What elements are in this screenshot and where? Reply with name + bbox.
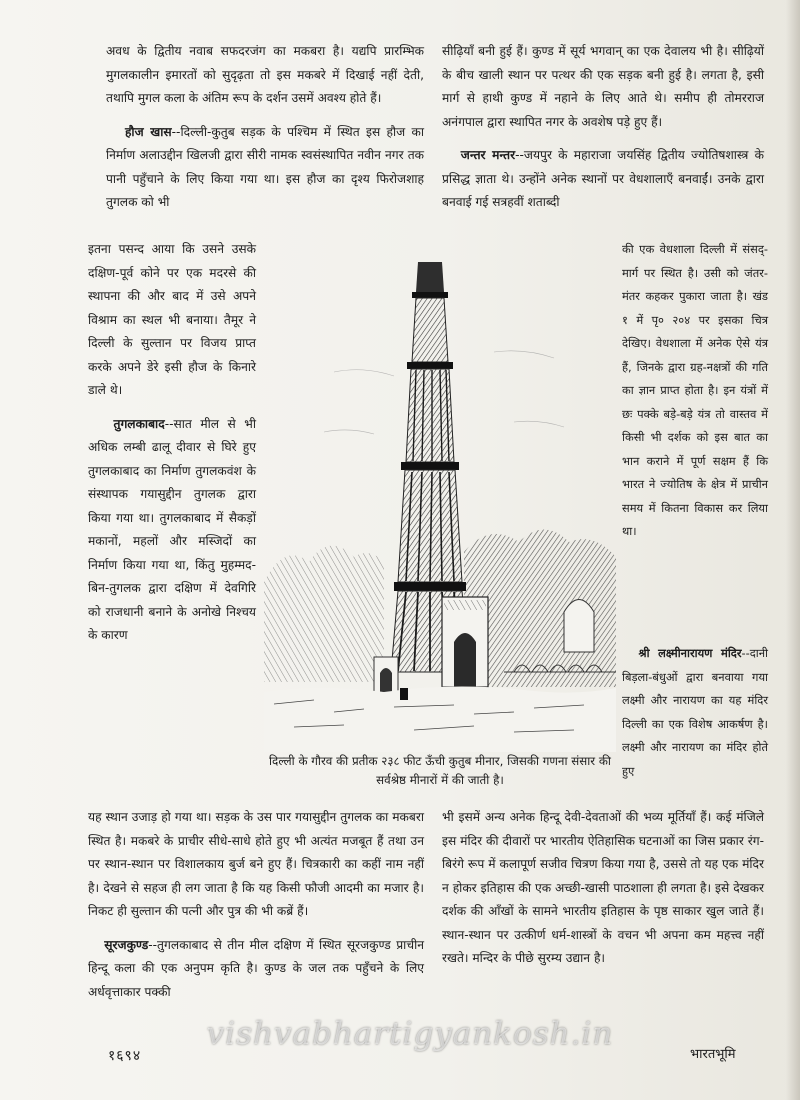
hauz-khas-paragraph: [106, 121, 424, 215]
left-column-narrow: [88, 238, 256, 648]
jantar-mantar-paragraph: [442, 144, 764, 215]
jantar-mantar-text: --जयपुर के महाराजा जयसिंह द्वितीय ज्योतिषशास्त्र के प्रसिद्ध ज्ञाता थे। उन्होंने अनेक स्थानों पर वेधशालाएँ बनवाईं। उनके द्वारा बनवाई गई सत्रहवीं शताब्दी: [442, 148, 765, 209]
small-figure: [400, 688, 408, 700]
right-column-top: [442, 40, 764, 215]
surajkund-continued: सीढ़ियाँ बनी हुई हैं। कुण्ड में सूर्य भगवान् का एक देवालय भी है। सीढ़ियों के बीच खाली स्थान पर पत्थर की एक सड़क बनी हुई है। लगता है, इसी मार्ग से हाथी कुण्ड में नहाने के लिए आते थे। समीप ही तोमरराज अनंगपाल द्वारा स्थापित नगर के अवशेष पड़े हुए हैं।: [442, 44, 764, 129]
hauz-khas-text: --दिल्ली-कुतुब सड़क के पश्चिम में स्थित इस हौज का निर्माण अलाउद्दीन खिलजी द्वारा सीरी नामक स्वसंस्थापित नवीन नगर तक पानी पहुँचाने के लिए किया गया था। इस हौज का दृश्य फिरोजशाह तुगलक को भी: [106, 124, 424, 209]
qutub-minar-illustration: [264, 252, 616, 752]
trees-left: [264, 546, 384, 682]
tughlakabad-heading: तुगलकाबाद: [113, 416, 165, 431]
watermark: vishvabhartigyankosh.in: [206, 1016, 614, 1052]
laxmi-narayan-paragraph: [622, 642, 768, 783]
page-number: १६९४: [108, 1048, 142, 1064]
right-column-narrow: [622, 238, 768, 544]
surajkund-heading: सूरजकुण्ड: [104, 937, 149, 952]
tughlakabad-paragraph: [88, 413, 256, 648]
laxmi-narayan-text: --दानी बिड़ला-बंधुओं द्वारा बनवाया गया लक्ष्मी और नारायण का यह मंदिर दिल्ली का एक विशेष आकर्षण है। लक्ष्मी और नारायण का मंदिर होते हुए: [622, 646, 768, 778]
laxmi-narayan-heading: श्री लक्ष्मीनारायण मंदिर: [638, 646, 742, 660]
tughlakabad-text: --सात मील से भी अधिक लम्बी ढालू दीवार से घिरे हुए तुगलकाबाद का निर्माण तुगलकवंश के संस्थापक गयासुद्दीन तुगलक द्वारा किया गया था। तुगलकाबाद में सैकड़ों मकानों, महलों और मस्जिदों का निर्माण किया गया था, किंतु मुहम्मद-बिन-तुगलक द्वारा दक्षिण में देवगिरि को राजधानी बनाने के अनोखे निश्चय के कारण: [88, 416, 256, 642]
left-column-bottom: [88, 806, 424, 1004]
page-edge-shadow: [786, 0, 800, 1100]
laxmi-narayan-continued: भी इसमें अन्य अनेक हिन्दू देवी-देवताओं की भव्य मूर्तियाँ हैं। कई मंजिले इस मंदिर की दीवारों पर भारतीय ऐतिहासिक घटनाओं का जिस प्रकार रंग-बिरंगे रूप में कलापूर्ण सजीव चित्रण किया गया है, उससे तो यह एक मंदिर न होकर इतिहास की एक अच्छी-खासी पाठशाला ही लगता है। इसे देखकर दर्शक की आँखों के सामने भारतीय इतिहास के पृष्ठ साकार खुल जाते हैं। स्थान-स्थान पर उत्कीर्ण धर्म-शास्त्रों के वचन भी अपना कम महत्त्व नहीं रखते। मन्दिर के पीछे सुरम्य उद्यान है।: [442, 810, 764, 965]
surajkund-text: --तुगलकाबाद से तीन मील दक्षिण में स्थित सूरजकुण्ड प्राचीन हिन्दू कला की एक अनुपम कृति है। कुण्ड के जल तक पहुँचने के लिए अर्धवृत्ताकार पक्की: [88, 937, 424, 999]
hauz-khas-continued: इतना पसन्द आया कि उसने उसके दक्षिण-पूर्व कोने पर एक मदरसे की स्थापना की और बाद में उसे अपने विश्राम का स्थल भी बनाया। तैमूर ने दिल्ली के सुल्तान पर विजय प्राप्त करके अपने डेरे इसी हौज के किनारे डाले थे।: [88, 242, 256, 397]
left-column-top: [106, 40, 424, 215]
right-column-bottom: [442, 806, 764, 971]
magazine-title: भारतभूमि: [690, 1047, 736, 1062]
jantar-mantar-continued: की एक वेधशाला दिल्ली में संसद्-मार्ग पर स्थित है। उसी को जंतर-मंतर कहकर पुकारा जाता है। खंड १ में पृ० २०४ पर इसका चित्र देखिए। वेधशाला में अनेक ऐसे यंत्र हैं, जिनके द्वारा ग्रह-नक्षत्रों की गति का ज्ञान प्राप्त होता है। इन यंत्रों में छः पक्के बड़े-बड़े यंत्र तो वास्तव में किसी भी दर्शक को इस बात का भान कराने में पूर्ण सक्षम हैं कि भारत ने ज्योतिष के क्षेत्र में प्राचीन समय में कितना विकास कर लिया था।: [622, 242, 768, 538]
figure-caption: दिल्ली के गौरव की प्रतीक २३८ फीट ऊँची कुतुब मीनार, जिसकी गणना संसार की सर्वश्रेष्ठ मीनारों में की जाती है।: [269, 754, 611, 787]
jantar-mantar-heading: जन्तर मन्तर: [460, 148, 516, 162]
right-column-narrow-lower: [622, 642, 768, 783]
hauz-khas-heading: हौज खास: [124, 124, 172, 139]
tughlakabad-continued: यह स्थान उजाड़ हो गया था। सड़क के उस पार गयासुद्दीन तुगलक का मकबरा स्थित है। मकबरे के प्राचीर सीधे-साधे होते हुए भी अत्यंत मजबूत हैं तथा उन पर स्थान-स्थान पर विशालकाय बुर्ज बने हुए हैं। चित्रकारी का कहीं नाम नहीं है। देखने से सहज ही लग जाता है कि यह किसी फौजी आदमी का मजार है। निकट ही सुल्तान की पत्नी और पुत्र की भी कब्रें हैं।: [88, 810, 424, 918]
surajkund-paragraph: [88, 934, 424, 1005]
intro-paragraph: अवध के द्वितीय नवाब सफदरजंग का मकबरा है। यद्यपि प्रारम्भिक मुगलकालीन इमारतों को सुदृढ़ता तो इस मकबरे में दिखाई नहीं देती, तथापि मुगल कला के अंतिम रूप के दर्शन उसमें अवश्य होते हैं।: [106, 44, 424, 105]
